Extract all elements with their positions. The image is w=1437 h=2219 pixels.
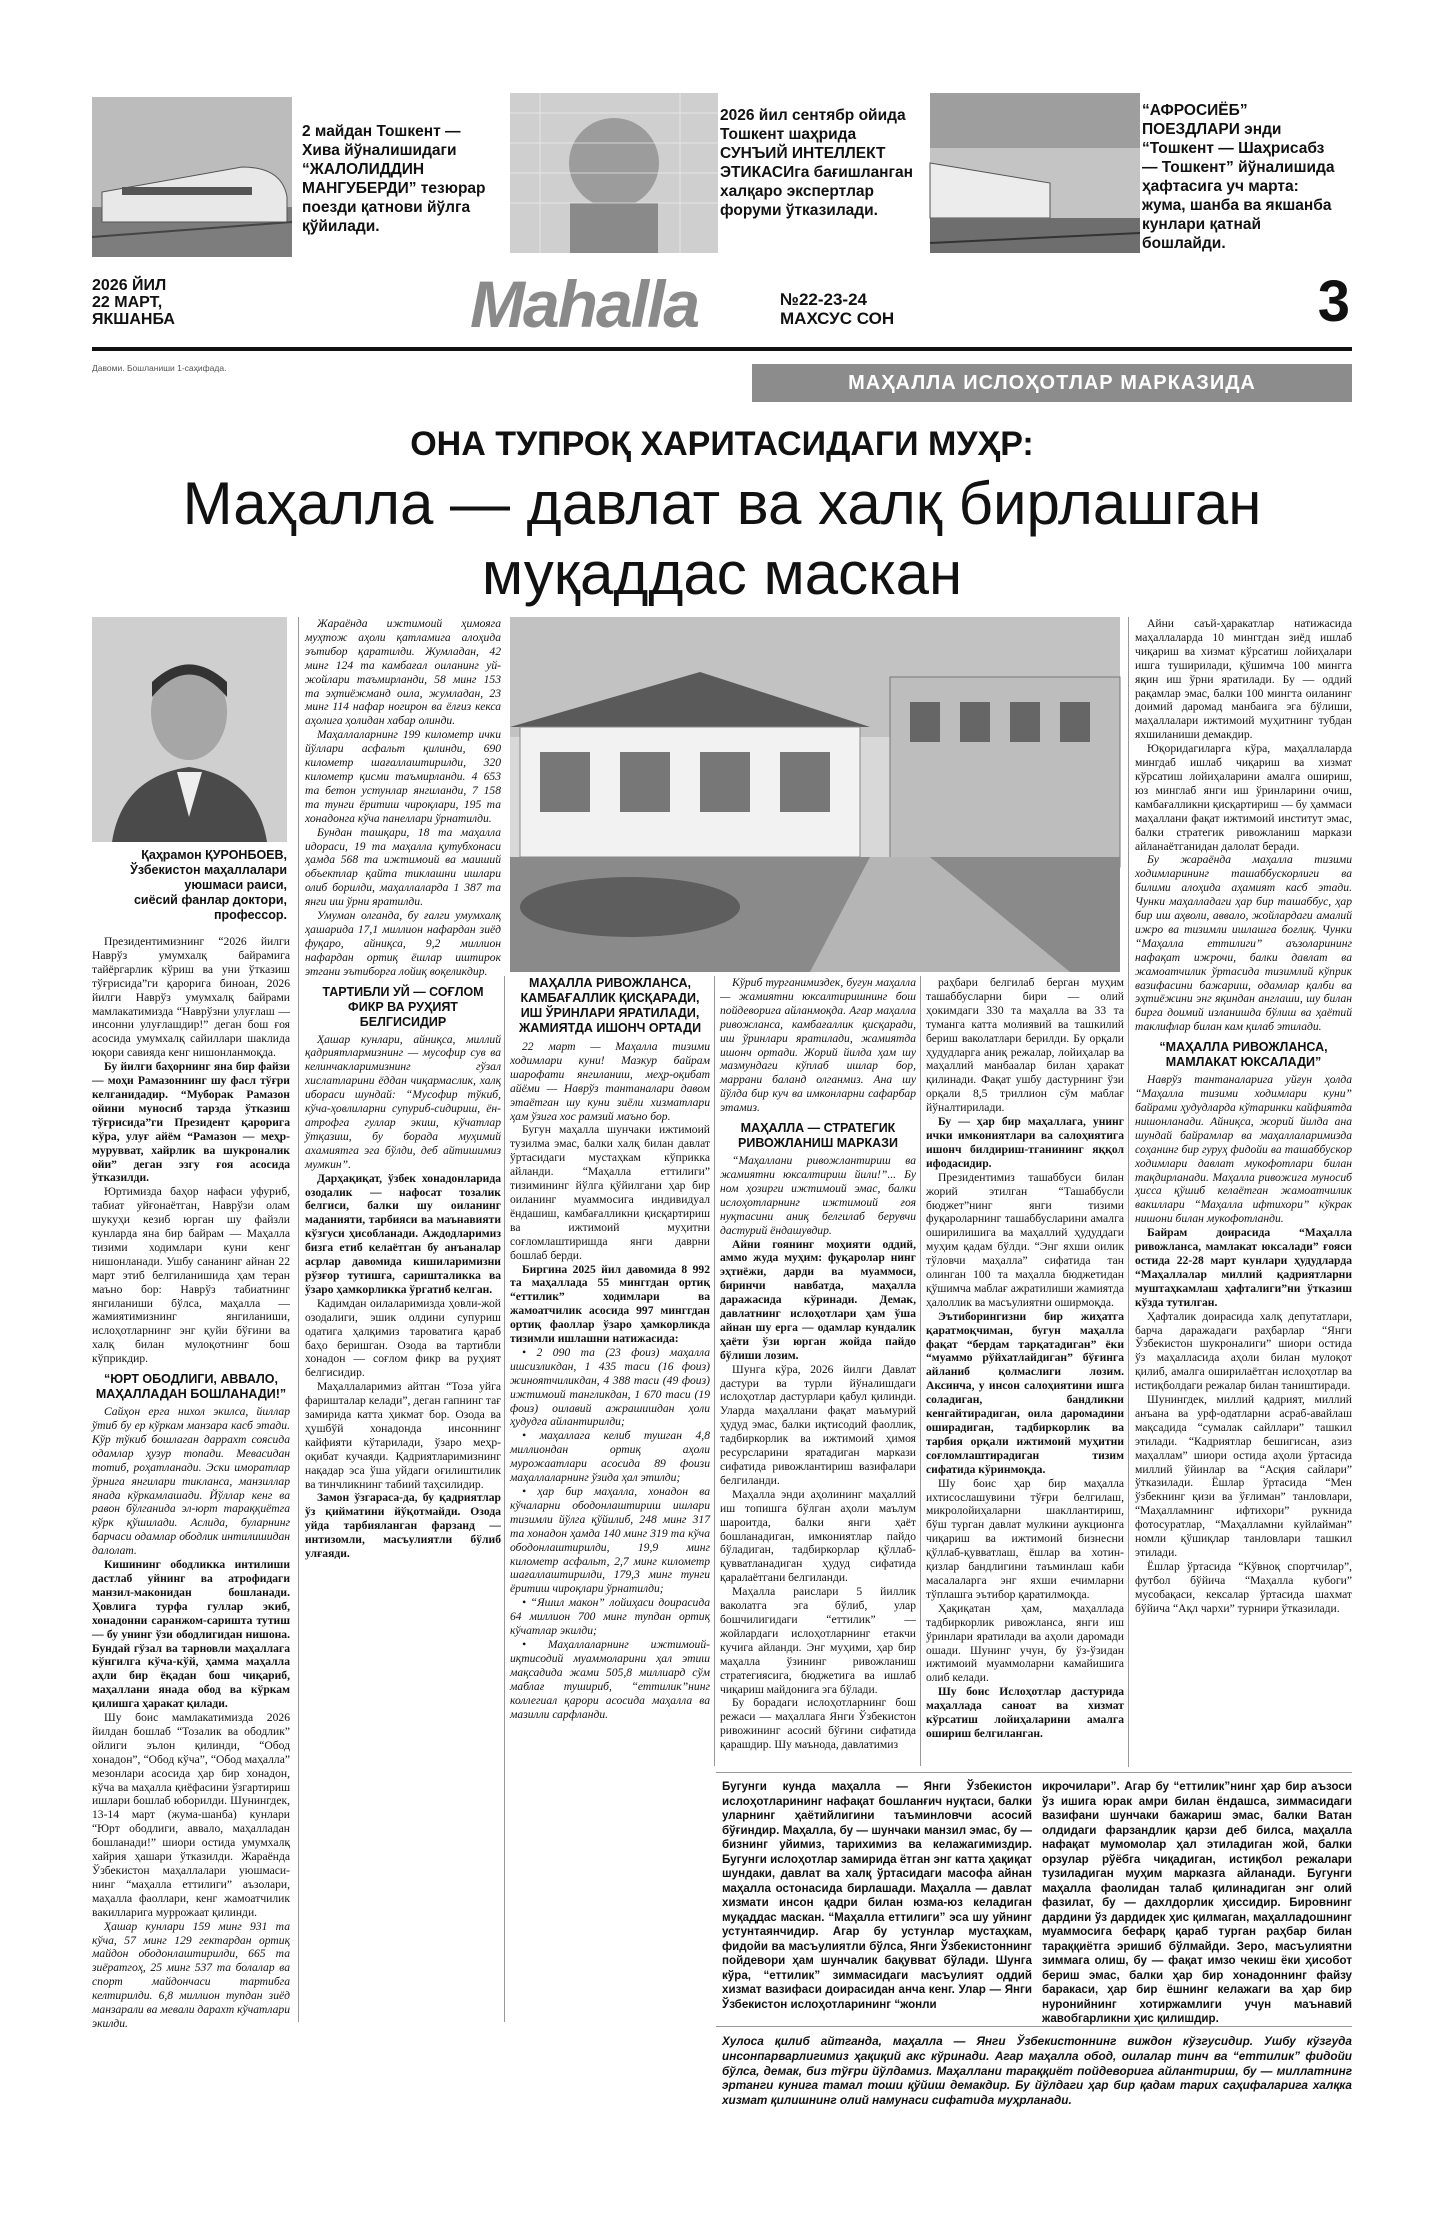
col1-para: Президентимизнинг “2026 йилги Наврўз умумхалқ байрамига тайёргарлик кўриш ва уни ўтказиш тўғрисида”ги қарорига биноан, 2026 йилги Наврўз умумхалқ байрами мамлакатимизда “Наврўзни улуғлаш — инсонни улуғлашдир!” деган бош ғоя асосида умумхалқ сайиллари шаклида юқори савияда кенг нишонланмоқда.	[92, 935, 290, 1060]
col4-para: Айни гоянинг моҳияти оддий, аммо жуда муҳим: фуқаролар нинг эҳтиёжи, дарди ва муаммоси, биринчи навбатда, маҳалла даражасида кўринади. Демак, давлатнинг ислоҳотлари ҳам ўша айнан шу ерга — одамлар кундалик ҳаёти ўзи юрган жойда пайдо бўлиши лозим.	[720, 1237, 916, 1362]
author-name: Қаҳрамон ҚУРОНБОЕВ,	[141, 848, 287, 862]
issue-special-line: МАХСУС СОН	[780, 309, 895, 328]
author-role-3: сиёсий фанлар доктори,	[133, 893, 287, 907]
teaser-ai-text: 2026 йил сентябр ойида Тошкент шаҳрида СУНЪИЙ ИНТЕЛЛЕКТ ЭТИКАСИга бағишланган халқаро экспертлар форуми ўтказилади.	[720, 107, 913, 219]
conclusion-text: Хулоса қилиб айтганда, маҳалла — Янги Ўзбекистоннинг виждон кўзгусидир. Ушбу кўзгуда инсонпарварлигимиз ҳақиқий акс кўринади. Агар маҳалла обод, оилалар тинч ва “еттилик” фидойи бўлса, демак, биз тўғри йўлдамиз. Маҳаллани тараққиёт пойдеворига айлантириш, бу — миллатнинг эртанги кунига тамал тоши қўйиш демакдир. Бу йўлдаги ҳар бир қадам тарих саҳифаларига халқка хизмат қилишнинг олий намунаси сифатида муҳрланади.	[722, 2034, 1352, 2108]
col1-para: Ҳашар кунлари 159 минг 931 та кўча, 57 минг 129 гектардан ортиқ майдон ободонлаштирилди, 665 та зиёратгоҳ, 25 минг 537 та болалар ва спорт майдончаси тартибга келтирилди. 6,8 миллион тупдан зиёд манзарали ва мевали дарахт кўчатлари экилди.	[92, 1919, 290, 2030]
column-divider	[714, 976, 715, 1766]
date-day: 22 МАРТ,	[92, 294, 163, 311]
col3-para: Биргина 2025 йил давомида 8 992 та маҳаллада 55 минггдан ортиқ “еттилик” ходимлари ва жамоатчилик асосида 997 минггдан ортиқ фаоллар ўзаро ҳамкорликда тизимли ишлашни натижасида:	[510, 1262, 710, 1346]
col3-para: • 2 090 та (23 фоиз) маҳалла ишсизликдан, 1 435 таси (16 фоиз) жиноятчиликдан, 4 388 таси (49 фоиз) ижтимоий тангликдан, 1 670 таси (19 фоиз) оилавий ажрашишдан ҳоли ҳудудга айлантирилди;	[510, 1345, 710, 1429]
col5-para: Бу — ҳар бир маҳаллага, унинг ички имкониятлари ва салоҳиятига ишонч билдириш-тганининг яққол ифодасидир.	[926, 1115, 1124, 1170]
teaser-photo-train-khiva	[92, 97, 292, 257]
col6-para: Айни саъй-ҳаракатлар натижасида маҳаллаларда 10 минггдан зиёд ишлаб чиқариш ва хизмат кўрсатиш лойиҳалари ишга туширилади, қўшимча 100 мингга яқин иш ўрни яратилади. Бу — оддий рақамлар эмас, балки 100 мингта оиланинг доимий даромад манбаига эга бўлиши, маҳаллалари ижтимоий муҳитнинг тубдан яхшиланиши демакдир.	[1135, 617, 1352, 742]
col4-para: Бу борадаги ислоҳотларнинг бош режаси — маҳаллага Янги Ўзбекистон ривожининг асосий бўғини сифатида қарашдир. Шу маънода, давлатимиз	[720, 1696, 916, 1752]
article-column-6	[1135, 617, 1352, 1767]
conclusion-rule	[716, 2026, 1352, 2027]
col2-para: Умуман олганда, бу ғалги умумхалқ ҳашарида 17,1 миллион нафардан зиёд фуқаро, айниқса, 9,2 миллион нафардан ортиқ ёшлар иштирок этгани эътиборга лойиқ воқеликдир.	[305, 909, 501, 978]
article-column-4	[720, 976, 916, 1766]
issue-date	[92, 277, 252, 328]
col1-para: Кишининг ободликка интилиши дастлаб уйнинг ва атрофидаги манзил-маконидан бошланади. Ҳовлига турфа гуллар экиб, хонадонни саранжом-саришта тутиш — бу унинг ўзи ободлигидан нишона. Бундай гўзал ва тарновли маҳаллага кўнгилга кўча-кўй, ҳамма маҳалла аҳли бир ёқадан бош чиқариб, маҳаллани янада обод ва кўркам қилишга ҳаракат қилади.	[92, 1558, 290, 1711]
col4-para: Шунга кўра, 2026 йилги Давлат дастури ва турли йўналишдаги ислоҳотлар дастурлари қабул қилинди. Уларда маҳаллани фақат маъмурий ҳудуд эмас, балки иқтисодий фаоллик, тадбиркорлик ва ижтимоий ҳимоя ресурсларини яратадиган маркази сифатида ривожлантириш вазифалари белгиланди.	[720, 1362, 916, 1487]
article-column-3	[510, 1040, 710, 2025]
headline-kicker: ОНА ТУПРОҚ ХАРИТАСИДАГИ МУҲР:	[410, 425, 1034, 463]
col1-para: Сайҳон ерга нихол экилса, йиллар ўтиб бу ер кўркам манзара касб этади. Кўр тўкиб бошлаган даррахт соясида одамлар ҳузур топади. Мевасидан тотиб, роҳатланади. Эски иморатлар ўрнига янгилари тикланса, манзиллар янада кўркамлашади. Йўллар кенг ва равон бўлганида эл-юрт тараққиётга кўрк қўшилади. Аслида, буларнинг барчаси одамлар ободлик интилишидан далолат.	[92, 1405, 290, 1558]
rubric-label: МАҲАЛЛА ИСЛОҲОТЛАР МАРКАЗИДА	[848, 372, 1256, 394]
col3-para: • Маҳаллаларнинг ижтимоий-иқтисодий муаммоларини ҳал этиш мақсадида жами 505,8 миллиард сўм маблағ тушириб, “еттилик”нинг коллегиал қарори асосида маҳалла ва мазилли сарфланди.	[510, 1637, 710, 1721]
teaser-khiva-text: 2 майдан Тошкент — Хива йўналишидаги “ЖАЛОЛИДДИН МАНГУБЕРДИ” тезюрар поезди қатнови йўлга қўйилади.	[302, 123, 486, 235]
teaser-photo-afrosiyob	[930, 93, 1140, 253]
article-column-1	[92, 935, 290, 2030]
photo-caption: МАҲАЛЛА РИВОЖЛАНСА, КАМБАҒАЛЛИК ҚИСҚАРАДИ, ИШ ЎРИНЛАРИ ЯРАТИЛАДИ, ЖАМИЯТДА ИШОНЧ ОРТАДИ	[518, 976, 702, 1035]
continuation-note: Давоми. Бошланиши 1-саҳифада.	[92, 363, 227, 373]
col4-subheading: МАҲАЛЛА — СТРАТЕГИК РИВОЖЛАНИШ МАРКАЗИ	[738, 1121, 898, 1151]
col2-para: Ҳашар кунлари, айниқса, миллий қадриятлармизнинг — мусофир сув ва келинчакларимизнинг гўзал хислатларини ёддан чиқармаслик, халқ ибораси шундай: “Мусофир тўкиб, кўча-ҳовлиларни супуриб-сидириш, ён-атрофга гуллар экиш, кўчатлар ўтқазиш, бу борада муҳимий ахамиятга эга бўлди, деб айтишимиз мумкин”.	[305, 1032, 501, 1171]
col4-para: Кўриб турганимиздек, бугун маҳалла — жамиятни юксалтиришнинг бош пойдеворига айланмоқда. Агар маҳалла ривожланса, камбағаллик қисқаради, иш ўринлари яратилади, жамиятда ишонч ортади. Жорий йилда ҳам шу мазмундаги кўплаб ишлар бор, маррани баланд олганмиз. Ана шу йўлда бир куч ва имконларни сафарбар этамиз.	[720, 976, 916, 1115]
col1-para: Бу йилги баҳорнинг яна бир файзи — моҳи Рамазоннинг шу фасл тўғри келганидадир. “Муборак Рамазон ойини муносиб тарзда ўтказиш тўғрисида”ги Президент қарорига кўра, улуғ айём “Рамазон — меҳр-мурувват, хайрлик ва шукроналик ойи” деган эзгу ғоя асосида ўтказилди.	[92, 1060, 290, 1185]
bottom-text-left: Бугунги кунда маҳалла — Янги Ўзбекистон ислоҳотларининг нафақат бошланғич нуқтаси, балки уларнинг ҳаётийлигини таъминловчи асосий бўғиндир. Маҳалла, бу — шунчаки манзил эмас, бу — бизнинг уйимиз, тарихимиз ва келажагимиздир. Бугунги ислоҳотлар замирида ётган энг катта ҳақиқат шундаки, давлат ва халқ ўртасидаги масофа айнан маҳалла остонасида бирлашади. Маҳалла — давлат хизмати инсон қадри билан юзма-юз келадиган муқаддас маскан. “Маҳалла еттилиги” эса шу уйнинг устунтаянчидир. Агар бу устунлар мустаҳкам, фидойи ва масъулиятли бўлса, Янги Ўзбекистоннинг пойдевори ҳам шунчалик бақувват бўлади. Шунга кўра, “еттилик” зиммасидаги масъулият оддий хизмат вазифаси доирасидан анча кенг. Улар — Янги Ўзбекистон ислоҳотларининг “жонли	[722, 1780, 1032, 2011]
col3-para: 22 март — Маҳалла тизими ходимлари куни! Мазкур байрам шарофати янгиланиш, меҳр-оқибат айёми — Наврўз тантаналари давом этаётган шу куни зиёли хизматлари ҳам ўзига хос рамзий маъно бор.	[510, 1040, 710, 1123]
masthead-rule	[92, 347, 1352, 351]
issue-number	[780, 290, 960, 328]
issue-number-line: №22-23-24	[780, 290, 868, 309]
author-role-2: уюшмаси раиси,	[184, 878, 287, 892]
author-role-1: Ўзбекистон маҳаллалари	[130, 863, 287, 877]
headline-title-line2: муқаддас маскан	[481, 540, 963, 607]
mahalla-building-photo	[510, 617, 1120, 972]
column-divider	[1128, 617, 1129, 1767]
column-divider	[504, 976, 505, 2022]
col2-para: Дарҳақиқат, ўзбек хонадонларида озодалик — нафосат тозалик белгиси, балки шу оиланинг маданияти, тарбияси ва маънавияти кўзгуси ҳисобланади. Аждодларимиз бизга етиб келаётган бу анъаналар асрлар давомида кишиларимизни рўзғор тутишга, саришталикка ва ўзаро ҳамкорликка ўргатиб келган.	[305, 1171, 501, 1296]
bottom-text-right: икрочилари”. Агар бу “еттилик”нинг ҳар бир аъзоси ўз ишига юрак амри билан ёндашса, зиммасидаги вазифани шунчаки бажариш эмас, балки Ватан олдидаги фарзандлик қарзи деб билса, маҳалла нафақат мумомолар ҳал этиладиган жой, балки орзулар рўёбга чиқадиган, истиқбол режалари тузиладиган муҳим марказга айланади. Бугунги маҳалла фаолидан талаб қилинадиган энг олий фазилат, бу — дахлдорлик ҳиссидир. Бировнинг дардини ўз дардидек ҳис қилмаган, маҳалладошнинг муаммосига бефарқ қараб турган раҳбар билан тараққиётга эришиб бўлмайди. Зеро, масъулиятни зиммага олиш, бу — фақат имзо чекиш ёки ҳисобот бериш эмас, балки ҳар бир хонадоннинг файзу баракаси, ҳар бир ёшнинг келажаги ва ҳар бир нуронийнинг хотиржамлиги учун маънавий жавобгарликни ҳис қилишдир.	[1042, 1780, 1352, 2025]
col2-para: Кадимдан оилаларимизда ҳовли-жой озодалиги, эшик олдини супуриш одатига ҳалқимиз тароватига қараб баҳо беришган. Озода ва тартибли хонадон — соғлом фикр ва руҳият белгисидир.	[305, 1296, 501, 1380]
col3-para: • ҳар бир маҳалла, хонадон ва кўчаларни ободонлаштириш ишлари тизимли йўлга қўйилиб, 248 минг 317 та хонадон ҳамда 140 минг 319 та кўча ободонлаштирилди, 19,9 минг километр асфальт, 2,7 минг километр шағаллаштирилди, 179,3 минг тунги ёритиш чироқлари ўрнатилди;	[510, 1485, 710, 1596]
col5-para: Президентимиз ташаббуси билан жорий этилган “Ташаббусли бюджет”нинг янги тизими фуқароларнинг ташаббусларини амалга оширилишига ва маҳаллий ҳудуддаги муҳим қадам бўлди. “Энг яхши оилик тўловчи маҳалла” сифатида тан олинган 100 та маҳалла бюджетидан қўшимча маблағ ажратилиши жамиятда ҳалоллик ва масъулиятни оширмоқда.	[926, 1170, 1124, 1309]
col2-para: Маҳаллаларнинг 199 километр ички йўллари асфальт қилинди, 690 километр шағаллаштирилди, 320 километр қисми таъмирланди. 4 653 та бетон устунлар янгиланди, 7 158 та тунги ёритиш чироқлари, 195 та хонадонга кўча панеллари ўрнатилди.	[305, 728, 501, 825]
article-column-2	[305, 617, 501, 2025]
article-column-5	[926, 976, 1124, 1766]
col2-subheading: ТАРТИБЛИ УЙ — СОҒЛОМ ФИКР ВА РУҲИЯТ БЕЛГИСИДИР	[322, 984, 484, 1029]
col6-para: Ёшлар ўртасида “Кўвноқ спортчилар”, футбол бўйича “Маҳалла кубоги” мусобақаси, кексалар ўртасида шахмат бўйича “Ақл чархи” турнири ўтказилади.	[1135, 1559, 1352, 1615]
col6-para: Бу жараёнда маҳалла тизими ходимларининг ташаббускорлиги ва билими алоҳида аҳамият касб этади. Чунки маҳалладаги ҳар бир ташаббус, ҳар бир иш аҳволи, аввало, жойлардаги амалий ижро ва тизимли ишлашга боғлиқ. Чунки “Маҳалла еттилиги” аъзоларининг нафақат ижрочи, балки давлат ва жамоатчилик ўртасида тизимлий кўприк вазифасини бажариш, одамлар қалби ва эҳтиёжини энг яқиндан англаши, шу билан бирга доимий изланишда бўлиш ва ҳаётий таклифлар билан кам қилаб этилади.	[1135, 853, 1352, 1034]
teaser-photo-ai-forum	[510, 93, 718, 253]
col5-para: Шу боис Ислоҳотлар дастурида маҳаллада саноат ва хизмат кўрсатиш лойиҳаларини амалга ошириш белгиланган.	[926, 1685, 1124, 1740]
author-role-4: профессор.	[213, 908, 287, 922]
col6-para: Ҳафталик доирасида халқ депутатлари, барча даражадаги раҳбарлар “Янги Ўзбекистон шукроналиги” шиори остида ўз маҳалласида аҳоли билан мулоқот қилиб, амалга оширилаётган ислоҳотлар ва истиқболдаги режалар билан таништиради.	[1135, 1309, 1352, 1393]
col4-para: “Маҳаллани ривожлантириш ва жамиятни юксалтириш йили!”... Бу ном ҳозирги ижтимоий эмас, балки ислоҳотларнинг ижтимоий ғоя нуқтасини аниқ белгилаб берувчи дастурий ёндашувдир.	[720, 1154, 916, 1237]
col1-para: Юртимизда баҳор нафаси уфуриб, табиат уйғонаётган, Наврўзи олам шукуҳи кезиб юрган шу файзли кунларда яна бир байрам — Маҳалла тизими ходимлари куни кенг нишонланади. Ушбу сананинг айнан 22 март этиб белгиланишида ҳам теран маъно бор: Наврўз табиатнинг янгиланиши бўлса, маҳалла — жамиятимизнинг янгиланиши, ислоҳотларнинг энг қуйи бўғини ва халқ билан мулоқотнинг бош кўприкдир.	[92, 1185, 290, 1366]
bottom-block-rule	[716, 1772, 1352, 1773]
col4-para: Маҳалла энди аҳолининг маҳаллий иш топишга бўлган аҳоли маълум шароитда, балки янги ҳаёт бошланадиган, имкониятлар пайдо бўладиган, тадбиркорлар қўллаб-қувватланадиган ҳудуд сифатида қаралаётгани белгиланди.	[720, 1487, 916, 1585]
col2-para: Бундан ташқари, 18 та маҳалла идораси, 19 та маҳалла қутубхонаси ҳамда 568 та ижтимоий ва маиший объектлар қайта тиклашни ишлари олиб борилди, маҳаллаларда 1 387 та янги иш ўрни яратилди.	[305, 825, 501, 909]
col5-para: Ҳақиқатан ҳам, маҳаллада тадбиркорлик ривожланса, янги иш ўринлари яратилади ва аҳоли даромади ошади. Шунинг учун, бу ўз-ўзидан ижтимоий муаммоларни камайишига олиб келади.	[926, 1601, 1124, 1685]
col4-para: Маҳалла раислари 5 йиллик ваколатга эга бўлиб, улар бошчилигидаги “еттилик” — жойлардаги ислоҳотларнинг етакчи кучига айланди. Энг муҳими, ҳар бир маҳалла ўзининг ривожланиш стратегиясига, бюджетига ва ишлаб чиқариш майдонига эга бўлади.	[720, 1585, 916, 1696]
masthead-logo: Mahalla	[470, 267, 699, 341]
headline-title-line1: Маҳалла — давлат ва халқ бирлашган	[182, 470, 1262, 537]
author-credit	[92, 848, 287, 923]
col6-para: Байрам доирасида “Маҳалла ривожланса, мамлакат юксалади” ғояси остида 22-28 март кунлари ҳудудларда “Маҳаллалар миллий қадриятларни муштаҳкамлаш ҳафталиги”ни ўтказиш кўзда тутилган.	[1135, 1226, 1352, 1309]
column-divider	[920, 976, 921, 1766]
col3-para: • “Яшил макон” лойиҳаси доирасида 64 миллион 700 минг тупдан ортиқ кўчатлар экилди;	[510, 1596, 710, 1638]
col5-para: раҳбари белгилаб берган муҳим ташаббусларни бири — олий ҳокимдаги 330 та маҳалла ва 33 та туманга катта молиявий ва ташкилий бериш ваколатлари берилди. Бу орқали ҳудудларга аниқ режалар, лойиҳалар ва маҳаллий манбаалар билан ҳаракат қилинади. Фақат ушбу дастурнинг ўзи орқали 8,5 триллион сўм маблағ йўналтирилади.	[926, 976, 1124, 1115]
column-divider	[298, 617, 299, 2022]
date-year: 2026 ЙИЛ	[92, 277, 167, 294]
col2-para: Жараёнда ижтимоий ҳимояга муҳтож аҳоли қатламига алоҳида эътибор қаратилди. Жумладан, 42 минг 124 та камбағал оиланинг уй-жойлари таъмирланди, 58 минг 153 та эҳтиёжманд оила, жумладан, 23 минг 114 нафар ногирон ва ёлғиз кекса аҳолига ҳолидан хабар олинди.	[305, 617, 501, 728]
col1-subheading: “ЮРТ ОБОДЛИГИ, АВВАЛО, МАҲАЛЛАДАН БОШЛАНАДИ!”	[95, 1372, 287, 1402]
col6-para: Шунингдек, миллий қадрият, миллий анъана ва урф-одатларни асраб-авайлаш мақсадида “сумалак сайллари” ташкил этилади. “Кадриятлар бешигисан, азиз маҳаллам” шиори остида аҳоли ўртасида миллий ўйинлар ва “Асқия сайлари” ўтказилади. Ёшлар ўртасида “Мен ўзбекнинг қизи ва ўғлиман” танловлари, “Маҳалламнинг ифтихори” рукнида фотосуратлар, “Маҳалламни куйлайман” номли қўшиқлар танловлари ташкил этилади.	[1135, 1393, 1352, 1559]
col2-para: Маҳаллаларимиз айтган “Тоза уйга фаришталар келади”, деган гапнинг тағ замирида катта ҳикмат бор. Озода ва ҳушбўй хонадонда инсоннинг кайфияти кўтарилади, ўзаро меҳр-оқибат кучаяди. Қадриятларимизнинг нақадар эса ўша уйдаги оғилиштилик ва тинчликнинг табиий таҳсилидир.	[305, 1380, 501, 1491]
page-number: 3	[1317, 269, 1350, 334]
col2-para: Замон ўзгараса-да, бу қадриятлар ўз қийматини йўқотмайди. Озода уйда тарбияланган фарзанд — интизомли, масъулиятли бўлиб улғаяди.	[305, 1491, 501, 1561]
col6-subheading: “МАҲАЛЛА РИВОЖЛАНСА, МАМЛАКАТ ЮКСАЛАДИ”	[1159, 1040, 1328, 1070]
date-weekday: ЯКШАНБА	[92, 311, 175, 328]
col6-para: Наврўз тантаналарига уйғун ҳолда “Маҳалла тизими ходимлари куни” байрами ҳудудларда кўтаринки кайфиятда нишонланади. Айниқса, жорий йилда ана шундай байрамлар ва маҳаллаларимизда соҳанинг бир гуруҳ фидойи ва ташаббускор ходимлари давлат мукофотлари билан тақдирланади. Маҳалла ривожига муносиб ҳисса қўшиб келаётган жамоатчилик вакиллари “Маҳалла ифтихори” кўкрак нишони билан мукофотланди.	[1135, 1073, 1352, 1226]
col1-para: Шу боис мамлакатимизда 2026 йилдан бошлаб “Тозалик ва ободлик” ойлиги эълон қилинди, “Обод хонадон”, “Обод кўча”, “Обод маҳалла” мезонлари асосида ҳар бир хонадон, кўча ва маҳалла қиёфасини ўзгартириш ишлари бошлаб юборилди. Шунингдек, 13-14 март (жума-шанба) кунлари “Юрт ободлиги, аввало, маҳалладан бошланади!” шиори остида умумхалқ хайрия ҳашари ўтказилди. Жараёнда Ўзбекистон маҳаллалари уюшмаси-нинг “маҳалла еттилиги” аъзолари, маҳалла фаоллари, кенг жамоатчилик вакилларига муррожаат қилинди.	[92, 1711, 290, 1919]
author-portrait	[92, 617, 287, 842]
col5-para: Эътиборингизни бир жиҳатга қаратмоқчиман, бугун маҳалла фақат “бердам тарқатадиган” ёки “муаммо рўйхатлайдиган” бўғинга айланиб қолмаслиги лозим. Аксинча, у инсон салоҳиятини ишга соладиган, бандликни кенгайтирадиган, оила даромадини оширадиган, тадбиркорлик ва тарбия орқали ижтимоий муҳитни соғломлаштирадиган тизим сифатида кўринмоқда.	[926, 1309, 1124, 1476]
col5-para: Шу боис ҳар бир маҳалла ихтисослашувини тўғри белгилаш, микролойиҳаларни шакллантириш, бўш турган давлат мулкини аукционга чиқариш ва ижтимоий бизнесни қўллаб-қувватлаш, ёшлар ва хотин-қизлар бандлигини таъминлаш каби масалаларга энг яхши ечимларни тўплашга эътибор қаратилмоқда.	[926, 1476, 1124, 1601]
teaser-afrosiyob-text: “АФРОСИЁБ” ПОЕЗДЛАРИ энди “Тошкент — Шаҳрисабз — Тошкент” йўналишида ҳафтасига уч марта: жума, шанба ва якшанба кунлари қатнай бошлайди.	[1142, 102, 1335, 252]
col6-para: Юқоридагиларга кўра, маҳаллаларда мингдаб ишлаб чиқариш ва хизмат кўрсатиш лойиҳаларини амалга ошириш, юз минглаб янги иш ўринларини очиш, камбағалликни қисқартириш — бу ҳаммаси маҳаллани фақат ижтимоий институт эмас, балки стратегик ривожланиш маркази айланаётганидан далолат беради.	[1135, 742, 1352, 853]
col3-para: Бугун маҳалла шунчаки ижтимоий тузилма эмас, балки халқ билан давлат ўртасидаги мустаҳкам кўприкка айланди. “Маҳалла еттилиги” тизимининг йўлга қўйилгани ҳар бир оиланинг муаммосига индивидуал ёндашиш, камбағалликни қисқартириш ва ижтимоий муҳитни соғломлаштиришда янги даврни бошлаб берди.	[510, 1123, 710, 1262]
col3-para: • маҳаллага келиб тушган 4,8 миллиондан ортиқ аҳоли мурожаатлари асосида 89 фоизи маҳаллаларнинг ўзида ҳал этилди;	[510, 1429, 710, 1485]
